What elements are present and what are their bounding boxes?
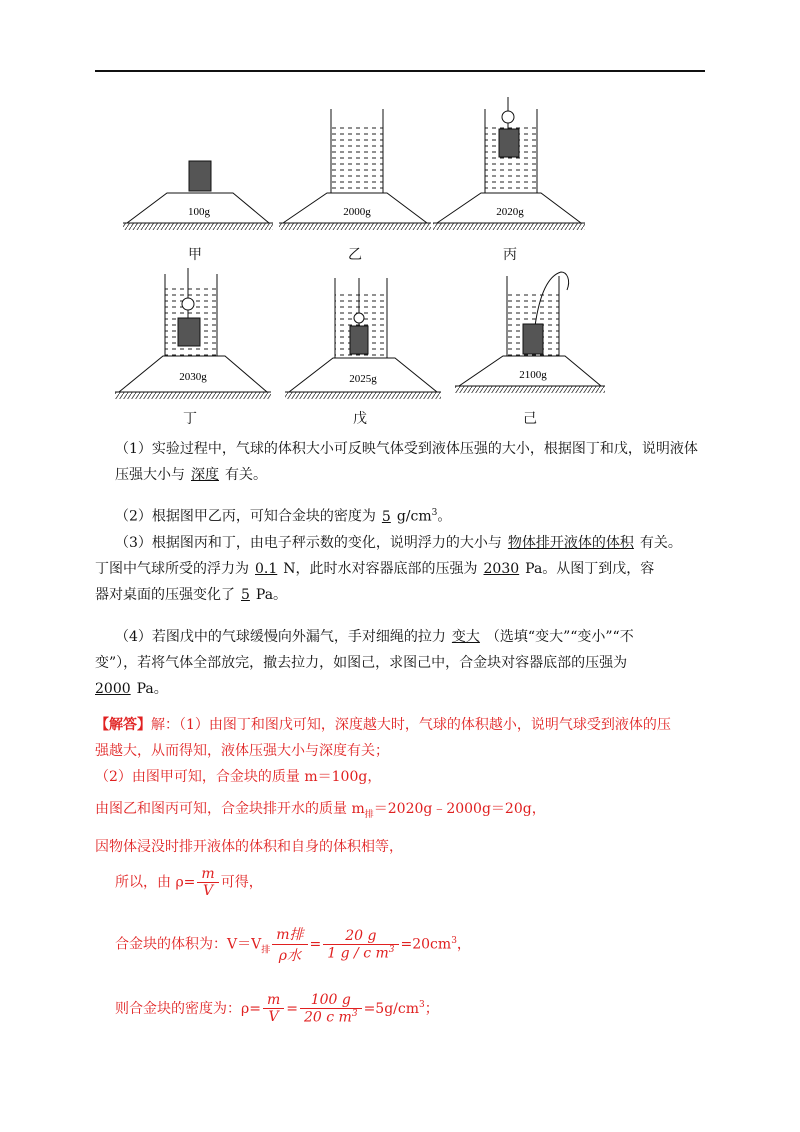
caption-ding: 丁 [183, 411, 197, 427]
caption-bing: 丙 [503, 247, 517, 263]
caption-ji: 己 [523, 411, 537, 427]
q3-line-1: （3）根据图丙和丁，由电子秤示数的变化，说明浮力的大小与 物体排开液体的体积 有关。 [115, 535, 682, 551]
figure-ding [115, 268, 271, 399]
q4-line-2: 变”），若将气体全部放完，撤去拉力，如图己，求图己中，合金块对容器底部的压强为 [95, 655, 628, 671]
scale-reading-ji: 2100g [519, 369, 547, 381]
q4-answer-1: 变大 [451, 629, 480, 645]
caption-wu: 戊 [353, 411, 367, 427]
q1-line-1: （1）实验过程中，气球的体积大小可反映气体受到液体压强的大小，根据图丁和戊，说明液体 [115, 441, 698, 457]
answer-line-3: （2）由图甲可知，合金块的质量 m＝100g， [95, 769, 382, 785]
answer-line-4: 由图乙和图丙可知，合金块排开水的质量 $m_排=2020g﹣2000g=20g$， [95, 801, 546, 820]
figure-wu [285, 278, 441, 399]
question-2: （2）根据图甲乙丙，可知合金块的密度为 5 $g/cm^3$。 [115, 508, 452, 525]
formula-density-def: 所以，由 ρ= $\frac{m}{V}$ 可得， [115, 866, 263, 899]
question-1 [115, 436, 705, 488]
formula-volume: 合金块的体积为：$V=V_排$ $\frac{\text{m排}}{\text{ρ水}}$ = $\frac{20 g}{1 g / c m^3}$ $=20cm^3$， [115, 924, 471, 965]
q3-line-2: 丁图中气球所受的浮力为 0.1 N，此时水对容器底部的压强为 2030 Pa。从图丁到戊，容 [95, 561, 655, 577]
figure-row-1 [115, 95, 585, 240]
formula-density: 则合金块的密度为：ρ= $\frac{m}{V}$ = $\frac{100 g}{20 c m^3}$ $=5g/cm^3$； [115, 992, 439, 1026]
figure-ji [455, 272, 605, 393]
q1-answer: 深度 [191, 467, 219, 483]
figure-jia [123, 161, 273, 230]
answer-line-1: 【解答】解：（1）由图丁和图戊可知，深度越大时，气球的体积越小，说明气球受到液体的压 [95, 717, 671, 733]
question-3 [95, 530, 705, 608]
figure-bing [433, 97, 585, 230]
q3-line-3: 器对桌面的压强变化了 5 Pa。 [95, 587, 288, 603]
q4-answer-2: 2000 [95, 681, 131, 697]
q4-line-3: 2000 Pa。 [95, 681, 168, 697]
scale-reading-ding: 2030g [179, 371, 207, 383]
q2-answer: 5 [381, 508, 391, 525]
scale-reading-bing: 2020g [496, 206, 524, 218]
q3-answer-3: 2030 [483, 561, 520, 577]
answer-tag: 【解答】 [95, 717, 151, 733]
scale-reading-wu: 2025g [349, 373, 377, 385]
q1-line-2: 压强大小与 深度 有关。 [115, 467, 267, 483]
q4-line-1: （4）若图戊中的气球缓慢向外漏气，手对细绳的拉力 变大 （选填“变大”“变小”“不 [115, 629, 634, 645]
answer-line-5: 因物体浸没时排开液体的体积和自身的体积相等， [95, 838, 403, 855]
answer-line-2: 强越大，从而得知，液体压强大小与深度有关； [95, 743, 389, 759]
question-4 [95, 624, 705, 702]
q3-answer-1: 物体排开液体的体积 [507, 535, 634, 551]
q3-answer-2: 0.1 [255, 561, 278, 577]
header-rule [95, 70, 705, 72]
figure-row-2 [115, 268, 605, 403]
scale-reading-jia: 100g [188, 206, 210, 218]
q3-answer-4: 5 [241, 587, 250, 603]
caption-yi: 乙 [348, 247, 362, 263]
caption-jia: 甲 [188, 247, 202, 263]
answer-section [95, 712, 705, 860]
scale-reading-yi: 2000g [343, 206, 371, 218]
figure-yi [279, 109, 431, 230]
